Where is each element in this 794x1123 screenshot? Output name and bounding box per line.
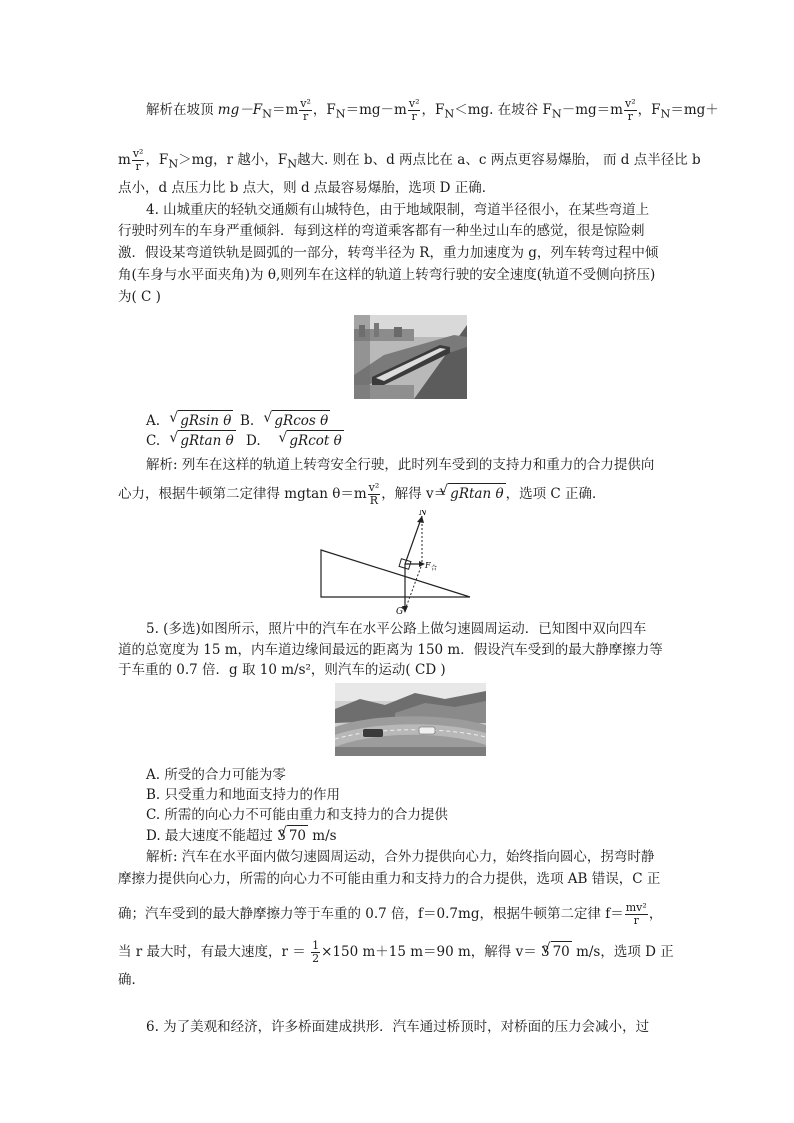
q5-line-2: 道的总宽度为 15 m，内车道边缘间最远的距离为 150 m．假设汽车受到的最大静摩擦力等 xyxy=(118,642,663,658)
label-n: N xyxy=(419,510,427,518)
q4-line-3: 激．假设某弯道铁轨是圆弧的一部分，转弯半径为 R，重力加速度为 g，列车转弯过程中倾 xyxy=(118,245,659,261)
label-f-sub: 合 xyxy=(431,565,438,572)
q4-solution-line-1: 解析: 列车在这样的轨道上转弯安全行驶，此时列车受到的支持力和重力的合力提供向 xyxy=(146,457,655,473)
prev-solution-line-3: 点小，d 点压力比 b 点大，则 d 点最容易爆胎，选项 D 正确． xyxy=(118,180,496,196)
prev-solution-line-2: m $\frac{\text{v²}}{r}$ ，$F_N>mg$，r 越小，$F_N$越大. 则在 b、d 两点比在 a、c 两点更容易爆胎， 而 d 点半径比 b xyxy=(118,147,701,173)
q4-option-a: A. √ gRsin θ xyxy=(146,410,233,431)
fraction: $\frac{\text{v²}}{r}$ xyxy=(300,97,311,123)
label-g: G xyxy=(396,607,404,617)
prev-solution-line-1: 解析在坡顶 $mg-F_N=m$ $\frac{\text{v²}}{r}$ ，$F_N=mg-m$ $\frac{\text{v²}}{r}$ ，$F_N<mg$. 在坡谷 $F_N-mg=m$ $\frac{\text{v²}}{r}$ ，$F_N=mg+$ xyxy=(146,97,719,123)
q5-solution-line-1: 解析: 汽车在水平面内做匀速圆周运动，合外力提供向心力，始终指向圆心，拐弯时静 xyxy=(146,849,655,865)
q5-option-c: C. 所需的向心力不可能由重力和支持力的合力提供 xyxy=(146,807,448,823)
force-diagram xyxy=(318,510,478,618)
train-photo xyxy=(354,315,467,399)
q5-option-a: A. 所受的合力可能为零 xyxy=(146,767,286,783)
q5-solution-line-3: 确；汽车受到的最大静摩擦力等于车重的 0.7 倍，f＝0.7mg，根据牛顿第二定律 f＝ $\frac{\text{mv²}}{r}$ ， xyxy=(118,901,663,927)
q4-line-1: 4. 山城重庆的轻轨交通颇有山城特色，由于地域限制，弯道半径很小，在某些弯道上 xyxy=(146,202,650,218)
q5-solution-line-4: 当 r 最大时，有最大速度，r ＝ $\frac{1}{2}$ ×150 m＋15 m＝90 m，解得 v＝ 3√ 70 m/s，选项 D 正 xyxy=(118,940,680,965)
q6-line-1: 6. 为了美观和经济，许多桥面建成拱形．汽车通过桥顶时，对桥面的压力会减小，过 xyxy=(146,1019,650,1035)
q5-line-3: 于车重的 0.7 倍．g 取 10 m/s²，则汽车的运动( CD ) xyxy=(118,662,446,678)
q5-option-b: B. 只受重力和地面支持力的作用 xyxy=(146,787,341,803)
q4-solution-line-2: 心力，根据牛顿第二定律得 mgtan θ＝m $\frac{\text{v²}}{R}$ ，解得 v＝√ gRtan θ ，选项 C 正确． xyxy=(118,482,680,507)
q4-option-b: B. √ gRcos θ xyxy=(240,410,330,431)
incline-triangle xyxy=(321,550,470,597)
road-photo xyxy=(335,683,486,756)
q4-option-c: C. √ gRtan θ xyxy=(146,430,236,451)
q5-option-d: D. 最大速度不能超过 3√ 70 m/s xyxy=(146,825,337,846)
q5-solution-line-5: 确． xyxy=(118,972,145,988)
q5-solution-line-2: 摩擦力提供向心力，所需的向心力不可能由重力和支持力的合力提供，选项 AB 错误，C 正 xyxy=(118,871,661,887)
q5-line-1: 5. (多选)如图所示，照片中的汽车在水平公路上做匀速圆周运动．已知图中双向四车 xyxy=(146,621,647,637)
q4-line-2: 行驶时列车的车身严重倾斜．每到这样的弯道乘客都有一种坐过山车的感觉，很是惊险刺 xyxy=(118,223,645,239)
q4-line-4: 角(车身与水平面夹角)为 θ,则列车在这样的轨道上转弯行驶的安全速度(轨道不受侧向挤压) xyxy=(118,267,656,283)
q4-line-5: 为( C ) xyxy=(118,289,161,305)
q4-option-d: D. √ gRcot θ xyxy=(246,430,344,451)
label-f: F xyxy=(425,561,431,570)
